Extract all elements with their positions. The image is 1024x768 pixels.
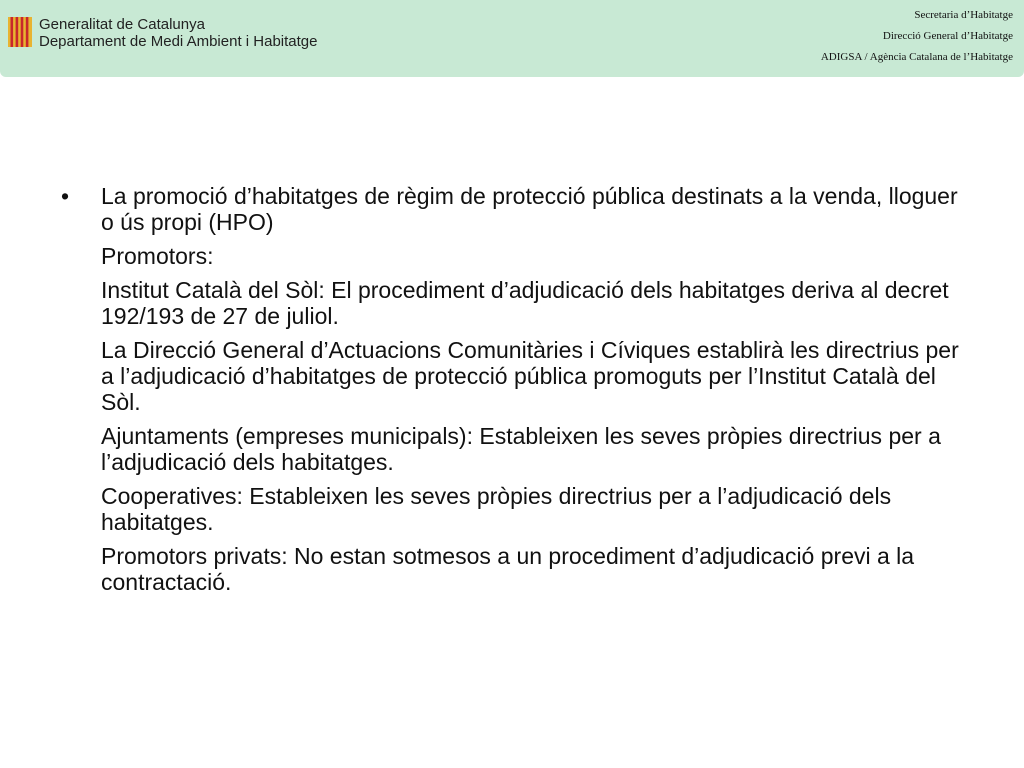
organization-name — [39, 16, 318, 50]
agency-line-1: Secretaria d’Habitatge — [914, 9, 1013, 21]
org-line-2: Departament de Medi Ambient i Habitatge — [39, 33, 318, 50]
paragraph-ajuntaments: Ajuntaments (empreses municipals): Estableixen les seves pròpies directrius per a l’adjudicació dels habitatges. — [101, 423, 941, 475]
agency-line-3: ADIGSA / Agència Catalana de l’Habitatge — [820, 51, 1013, 63]
org-line-1: Generalitat de Catalunya — [39, 16, 205, 33]
bullet-icon: • — [61, 183, 70, 209]
bullet-text: La promoció d’habitatges de règim de protecció pública destinats a la venda, lloguer o ús propi (HPO) — [101, 183, 958, 235]
paragraph-cooperatives: Cooperatives: Estableixen les seves pròpies directrius per a l’adjudicació dels habitatges. — [101, 483, 892, 535]
slide-body — [0, 183, 1024, 595]
paragraph-incasol: Institut Català del Sòl: El procediment d’adjudicació dels habitatges deriva al decret 192/193 de 27 de juliol. — [101, 277, 949, 329]
generalitat-logo-icon — [8, 17, 32, 47]
agency-line-2: Direcció General d’Habitatge — [882, 30, 1013, 42]
paragraph-promotors-privats: Promotors privats: No estan sotmesos a un procediment d’adjudicació previ a la contractació. — [101, 543, 915, 595]
agency-block — [821, 5, 1013, 68]
header-band — [0, 0, 1024, 77]
bullet-item — [0, 183, 961, 235]
paragraph-direccio-general: La Direcció General d’Actuacions Comunitàries i Cíviques establirà les directrius per a l’adjudicació d’habitatges de protecció pública promoguts per l’Institut Català del Sòl. — [101, 337, 959, 415]
paragraph-promotors: Promotors: — [101, 243, 214, 269]
